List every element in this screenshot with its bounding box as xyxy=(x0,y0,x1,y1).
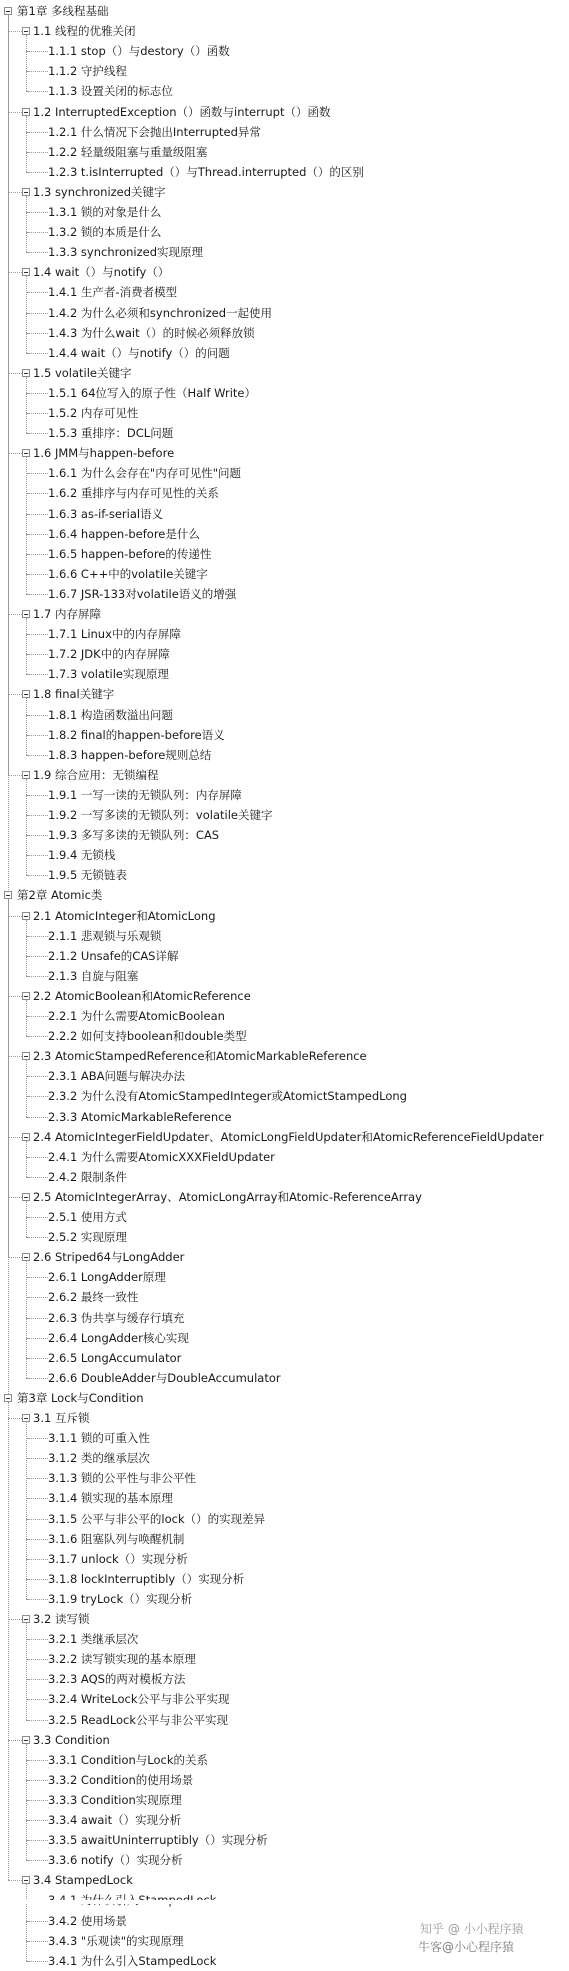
tree-node-label: 3.1.6 阻塞队列与唤醒机制 xyxy=(48,1531,185,1546)
tree-branch-line xyxy=(28,1478,48,1479)
tree-node-label: 1.1.3 设置关闭的标志位 xyxy=(48,84,173,99)
tree-branch-line xyxy=(28,1297,48,1298)
tree-branch-line xyxy=(28,1941,48,1942)
tree-node-label: 2.1.1 悲观锁与乐观锁 xyxy=(48,928,162,943)
collapse-toggle-icon[interactable] xyxy=(22,690,30,698)
tree-branch-line xyxy=(28,1438,48,1439)
tree-branch-line xyxy=(8,1137,22,1138)
tree-branch-line xyxy=(8,775,22,776)
tree-node-label: 1.6.1 为什么会存在"内存可见性"问题 xyxy=(48,466,241,481)
tree-node-label: 2.5 AtomicIntegerArray、AtomicLongArray和Atomic-ReferenceArray xyxy=(33,1189,422,1204)
tree-branch-line xyxy=(28,674,48,675)
tree-branch-line xyxy=(28,333,48,334)
tree-node-label: 2.6.3 伪共享与缓存行填充 xyxy=(48,1310,185,1325)
tree-guide-line xyxy=(26,1623,27,1720)
tree-branch-line xyxy=(28,71,48,72)
tree-node-label: 1.8.1 构造函数溢出问题 xyxy=(48,707,173,722)
tree-node-label: 3.1 互斥锁 xyxy=(33,1411,90,1425)
tree-node-label: 3.1.8 lockInterruptibly（）实现分析 xyxy=(48,1571,245,1586)
tree-branch-line xyxy=(28,1720,48,1721)
tree-node-label: 3.1.5 公平与非公平的lock（）的实现差异 xyxy=(48,1511,266,1526)
tree-branch-line xyxy=(8,1257,22,1258)
tree-node-label: 2.2.1 为什么需要AtomicBoolean xyxy=(48,1009,225,1023)
tree-branch-line xyxy=(8,614,22,615)
tree-node-label: 2.6.4 LongAdder核心实现 xyxy=(48,1330,189,1345)
tree-node-label: 1.8.2 final的happen-before语义 xyxy=(48,727,225,742)
tree-node-label: 3.2.4 WriteLock公平与非公平实现 xyxy=(48,1692,230,1707)
tree-guide-line xyxy=(26,276,27,352)
tree-branch-line xyxy=(28,132,48,133)
tree-node-label: 3.2.2 读写锁实现的基本原理 xyxy=(48,1652,196,1667)
tree-branch-line xyxy=(28,1177,48,1178)
tree-guide-line xyxy=(26,1201,27,1237)
collapse-toggle-icon[interactable] xyxy=(4,1394,12,1402)
tree-node-label: 1.7 内存屏障 xyxy=(33,607,101,621)
tree-node-label: 2.6.2 最终一致性 xyxy=(48,1290,139,1305)
tree-branch-line xyxy=(28,212,48,213)
tree-branch-line xyxy=(28,1921,48,1922)
tree-node-label: 3.1.3 锁的公平性与非公平性 xyxy=(48,1471,196,1486)
tree-node-label: 1.8 final关键字 xyxy=(33,687,115,702)
tree-node-label: 1.5 volatile关键字 xyxy=(33,365,132,380)
tree-node-label: 2.5.1 使用方式 xyxy=(48,1210,127,1224)
collapse-toggle-icon[interactable] xyxy=(22,610,30,618)
tree-branch-line xyxy=(28,956,48,957)
tree-node-label: 1.4.1 生产者-消费者模型 xyxy=(48,285,178,300)
tree-node-label: 3.3.5 awaitUninterruptibly（）实现分析 xyxy=(48,1833,268,1848)
tree-node-label: 1.9.1 一写一读的无锁队列：内存屏障 xyxy=(48,787,242,802)
tree-branch-line xyxy=(8,1880,22,1881)
tree-node-label: 3.2.3 AQS的两对模板方法 xyxy=(48,1672,186,1687)
collapse-toggle-icon[interactable] xyxy=(22,369,30,377)
tree-guide-line xyxy=(8,1402,9,1880)
tree-branch-line xyxy=(28,855,48,856)
tree-branch-line xyxy=(28,554,48,555)
tree-branch-line xyxy=(28,1096,48,1097)
tree-node-label: 1.2 InterruptedException（）函数与interrupt（）函数 xyxy=(33,104,331,119)
tree-node-label: 3.3.3 Condition实现原理 xyxy=(48,1792,182,1807)
tree-node-label: 1.5.3 重排序：DCL问题 xyxy=(48,426,174,441)
tree-branch-line xyxy=(28,413,48,414)
collapse-toggle-icon[interactable] xyxy=(22,1615,30,1623)
tree-branch-line xyxy=(28,493,48,494)
tree-branch-line xyxy=(28,1659,48,1660)
collapse-toggle-icon[interactable] xyxy=(4,891,12,899)
tree-node-label: 2.1 AtomicInteger和AtomicLong xyxy=(33,908,216,923)
tree-branch-line xyxy=(28,735,48,736)
collapse-toggle-icon[interactable] xyxy=(22,1133,30,1141)
collapse-toggle-icon[interactable] xyxy=(22,108,30,116)
tree-node-label: 2.3.1 ABA问题与解决办法 xyxy=(48,1069,186,1084)
tree-branch-line xyxy=(28,1338,48,1339)
tree-branch-line xyxy=(28,1539,48,1540)
tree-node-label: 第2章 Atomic类 xyxy=(17,888,103,903)
tree-branch-line xyxy=(8,192,22,193)
watermark-nowcoder: 牛客@小心程序猿 xyxy=(418,1940,515,1954)
tree-branch-line xyxy=(28,1157,48,1158)
tree-branch-line xyxy=(28,252,48,253)
collapse-toggle-icon[interactable] xyxy=(22,27,30,35)
page-fold-gap xyxy=(0,1900,300,1904)
tree-branch-line xyxy=(28,1599,48,1600)
tree-branch-line xyxy=(28,1860,48,1861)
tree-branch-line xyxy=(28,1840,48,1841)
tree-node-label: 1.3.2 锁的本质是什么 xyxy=(48,225,162,240)
collapse-toggle-icon[interactable] xyxy=(22,1876,30,1884)
tree-node-label: 1.9.3 多写多读的无锁队列：CAS xyxy=(48,828,220,843)
tree-guide-line xyxy=(26,618,27,674)
tree-node-label: 1.6.5 happen-before的传递性 xyxy=(48,546,212,561)
tree-node-label: 2.5.2 实现原理 xyxy=(48,1230,127,1245)
tree-branch-line xyxy=(8,31,22,32)
collapse-toggle-icon[interactable] xyxy=(22,992,30,1000)
tree-node-label: 1.9.2 一写多读的无锁队列：volatile关键字 xyxy=(48,808,273,822)
tree-node-label: 第1章 多线程基础 xyxy=(17,4,109,18)
tree-branch-line xyxy=(28,594,48,595)
tree-node-label: 1.6.6 C++中的volatile关键字 xyxy=(48,566,208,581)
tree-node-label: 2.6 Striped64与LongAdder xyxy=(33,1250,185,1265)
tree-branch-line xyxy=(28,1498,48,1499)
tree-branch-line xyxy=(28,1358,48,1359)
tree-branch-line xyxy=(28,1318,48,1319)
tree-branch-line xyxy=(8,1619,22,1620)
tree-node-label: 2.2 AtomicBoolean和AtomicReference xyxy=(33,988,251,1003)
tree-node-label: 2.4.1 为什么需要AtomicXXXFieldUpdater xyxy=(48,1149,275,1164)
tree-branch-line xyxy=(8,1197,22,1198)
tree-branch-line xyxy=(28,1277,48,1278)
tree-branch-line xyxy=(8,916,22,917)
tree-guide-line xyxy=(26,1744,27,1861)
tree-node-label: 1.3.3 synchronized实现原理 xyxy=(48,245,204,260)
tree-branch-line xyxy=(28,1237,48,1238)
tree-node-label: 3.3.6 notify（）实现分析 xyxy=(48,1853,183,1868)
tree-branch-line xyxy=(28,976,48,977)
tree-node-label: 1.6.7 JSR-133对volatile语义的增强 xyxy=(48,586,237,601)
tree-branch-line xyxy=(8,1740,22,1741)
tree-node-label: 2.4 AtomicIntegerFieldUpdater、AtomicLongFieldUpdater和AtomicReferenceFieldUpdater xyxy=(33,1129,544,1144)
tree-branch-line xyxy=(28,232,48,233)
tree-node-label: 2.2.2 如何支持boolean和double类型 xyxy=(48,1029,247,1044)
tree-node-label: 3.1.7 unlock（）实现分析 xyxy=(48,1551,188,1566)
tree-guide-line xyxy=(26,116,27,172)
tree-node-label: 2.4.2 限制条件 xyxy=(48,1169,127,1184)
collapse-toggle-icon[interactable] xyxy=(22,1052,30,1060)
tree-branch-line xyxy=(28,715,48,716)
tree-branch-line xyxy=(28,1820,48,1821)
tree-branch-line xyxy=(28,433,48,434)
watermark-zhihu: 知乎 @ 小小程序猿 xyxy=(420,1922,524,1936)
tree-branch-line xyxy=(28,393,48,394)
tree-guide-line xyxy=(26,1884,27,1960)
tree-node-label: 1.2.3 t.isInterrupted（）与Thread.interrupted（）的区别 xyxy=(48,164,364,179)
tree-node-label: 1.7.2 JDK中的内存屏障 xyxy=(48,647,170,662)
tree-branch-line xyxy=(28,1679,48,1680)
tree-branch-line xyxy=(28,534,48,535)
tree-branch-line xyxy=(28,1117,48,1118)
tree-node-label: 1.4.3 为什么wait（）的时候必须释放锁 xyxy=(48,325,255,340)
tree-node-label: 3.4 StampedLock xyxy=(33,1873,133,1888)
tree-branch-line xyxy=(8,373,22,374)
tree-node-label: 1.8.3 happen-before规则总结 xyxy=(48,747,212,762)
tree-node-label: 1.2.1 什么情况下会抛出Interrupted异常 xyxy=(48,124,261,139)
tree-branch-line xyxy=(28,313,48,314)
tree-node-label: 3.4.1 为什么引入StampedLock xyxy=(48,1953,217,1968)
tree-node-label: 2.6.6 DoubleAdder与DoubleAccumulator xyxy=(48,1370,281,1385)
tree-guide-line xyxy=(26,779,27,876)
tree-node-label: 3.2 读写锁 xyxy=(33,1612,90,1626)
tree-branch-line xyxy=(28,835,48,836)
tree-node-label: 3.4.3 "乐观读"的实现原理 xyxy=(48,1933,184,1948)
tree-branch-line xyxy=(28,1016,48,1017)
tree-node-label: 1.9.4 无锁栈 xyxy=(48,848,116,863)
tree-branch-line xyxy=(28,1699,48,1700)
tree-branch-line xyxy=(8,112,22,113)
tree-node-label: 1.9.5 无锁链表 xyxy=(48,868,127,883)
tree-node-label: 1.1.1 stop（）与destory（）函数 xyxy=(48,44,230,59)
tree-guide-line xyxy=(8,11,9,1398)
tree-node-label: 2.3.2 为什么没有AtomicStampedInteger或AtomictStampedLong xyxy=(48,1089,407,1104)
tree-node-label: 1.6 JMM与happen-before xyxy=(33,446,175,461)
tree-branch-line xyxy=(8,272,22,273)
tree-branch-line xyxy=(28,815,48,816)
tree-node-label: 2.6.5 LongAccumulator xyxy=(48,1350,182,1365)
tree-node-label: 1.4.2 为什么必须和synchronized一起使用 xyxy=(48,305,273,320)
tree-branch-line xyxy=(28,1639,48,1640)
tree-branch-line xyxy=(28,1961,48,1962)
tree-branch-line xyxy=(28,1378,48,1379)
tree-branch-line xyxy=(28,1579,48,1580)
tree-node-label: 3.2.5 ReadLock公平与非公平实现 xyxy=(48,1712,229,1727)
tree-node-label: 3.1.9 tryLock（）实现分析 xyxy=(48,1591,193,1606)
tree-node-label: 2.3 AtomicStampedReference和AtomicMarkableReference xyxy=(33,1049,367,1064)
tree-branch-line xyxy=(28,795,48,796)
tree-branch-line xyxy=(28,755,48,756)
tree-node-label: 1.3.1 锁的对象是什么 xyxy=(48,205,162,219)
tree-branch-line xyxy=(28,51,48,52)
collapse-toggle-icon[interactable] xyxy=(22,1193,30,1201)
tree-node-label: 2.1.2 Unsafe的CAS详解 xyxy=(48,948,179,963)
tree-branch-line xyxy=(8,694,22,695)
tree-branch-line xyxy=(28,1780,48,1781)
tree-branch-line xyxy=(28,152,48,153)
collapse-toggle-icon[interactable] xyxy=(22,1736,30,1744)
tree-node-label: 1.5.1 64位写入的原子性（Half Write） xyxy=(48,385,257,400)
tree-branch-line xyxy=(28,634,48,635)
tree-branch-line xyxy=(8,453,22,454)
tree-branch-line xyxy=(28,1036,48,1037)
tree-node-label: 3.2.1 类继承层次 xyxy=(48,1632,139,1647)
tree-branch-line xyxy=(8,1418,22,1419)
tree-guide-line xyxy=(26,920,27,976)
collapse-toggle-icon[interactable] xyxy=(22,268,30,276)
tree-node-label: 3.3 Condition xyxy=(33,1732,110,1747)
tree-branch-line xyxy=(28,473,48,474)
tree-branch-line xyxy=(28,292,48,293)
tree-branch-line xyxy=(8,996,22,997)
tree-branch-line xyxy=(28,172,48,173)
tree-branch-line xyxy=(28,353,48,354)
tree-node-label: 1.7.3 volatile实现原理 xyxy=(48,667,169,682)
tree-guide-line xyxy=(26,698,27,754)
collapse-toggle-icon[interactable] xyxy=(22,912,30,920)
tree-branch-line xyxy=(28,91,48,92)
tree-guide-line xyxy=(26,35,27,91)
tree-branch-line xyxy=(28,1458,48,1459)
tree-node-label: 1.7.1 Linux中的内存屏障 xyxy=(48,627,181,642)
tree-guide-line xyxy=(26,377,27,433)
tree-node-label: 3.3.4 await（）实现分析 xyxy=(48,1813,182,1827)
tree-node-label: 1.6.4 happen-before是什么 xyxy=(48,526,200,541)
tree-node-label: 3.4.2 使用场景 xyxy=(48,1913,127,1928)
tree-node-label: 3.3.1 Condition与Lock的关系 xyxy=(48,1752,209,1767)
tree-node-label: 1.1 线程的优雅关闭 xyxy=(33,24,136,39)
tree-branch-line xyxy=(28,1076,48,1077)
tree-node-label: 1.4 wait（）与notify（） xyxy=(33,265,170,280)
tree-node-label: 1.2.2 轻量级阻塞与重量级阻塞 xyxy=(48,144,208,159)
tree-node-label: 3.1.1 锁的可重入性 xyxy=(48,1431,150,1446)
tree-node-label: 2.1.3 自旋与阻塞 xyxy=(48,968,139,983)
collapse-toggle-icon[interactable] xyxy=(4,7,12,15)
tree-node-label: 第3章 Lock与Condition xyxy=(17,1390,144,1405)
tree-node-label: 1.1.2 守护线程 xyxy=(48,64,127,79)
tree-guide-line xyxy=(26,1261,27,1378)
tree-node-label: 1.9 综合应用：无锁编程 xyxy=(33,767,159,782)
tree-node-label: 2.3.3 AtomicMarkableReference xyxy=(48,1109,232,1124)
tree-branch-line xyxy=(28,654,48,655)
tree-branch-line xyxy=(8,1056,22,1057)
tree-node-label: 1.4.4 wait（）与notify（）的问题 xyxy=(48,345,230,360)
tree-node-label: 1.6.3 as-if-serial语义 xyxy=(48,506,164,521)
tree-node-label: 1.6.2 重排序与内存可见性的关系 xyxy=(48,486,219,501)
tree-guide-line xyxy=(26,1141,27,1177)
tree-guide-line xyxy=(26,1422,27,1599)
tree-node-label: 2.6.1 LongAdder原理 xyxy=(48,1270,166,1285)
tree-branch-line xyxy=(28,574,48,575)
tree-branch-line xyxy=(28,1217,48,1218)
collapse-toggle-icon[interactable] xyxy=(22,1253,30,1261)
collapse-toggle-icon[interactable] xyxy=(22,449,30,457)
tree-branch-line xyxy=(28,514,48,515)
tree-branch-line xyxy=(28,1519,48,1520)
tree-guide-line xyxy=(26,196,27,252)
tree-branch-line xyxy=(28,1800,48,1801)
tree-branch-line xyxy=(28,1760,48,1761)
tree-node-label: 3.1.2 类的继承层次 xyxy=(48,1451,150,1466)
tree-node-label: 1.3 synchronized关键字 xyxy=(33,184,166,199)
tree-node-label: 3.3.2 Condition的使用场景 xyxy=(48,1772,194,1787)
tree-guide-line xyxy=(26,1000,27,1036)
collapse-toggle-icon[interactable] xyxy=(22,188,30,196)
collapse-toggle-icon[interactable] xyxy=(22,1414,30,1422)
tree-branch-line xyxy=(28,936,48,937)
collapse-toggle-icon[interactable] xyxy=(22,771,30,779)
tree-node-label: 1.5.2 内存可见性 xyxy=(48,406,139,420)
tree-branch-line xyxy=(28,1559,48,1560)
tree-branch-line xyxy=(28,875,48,876)
tree-guide-line xyxy=(26,1060,27,1116)
tree-node-label: 3.1.4 锁实现的基本原理 xyxy=(48,1491,173,1506)
